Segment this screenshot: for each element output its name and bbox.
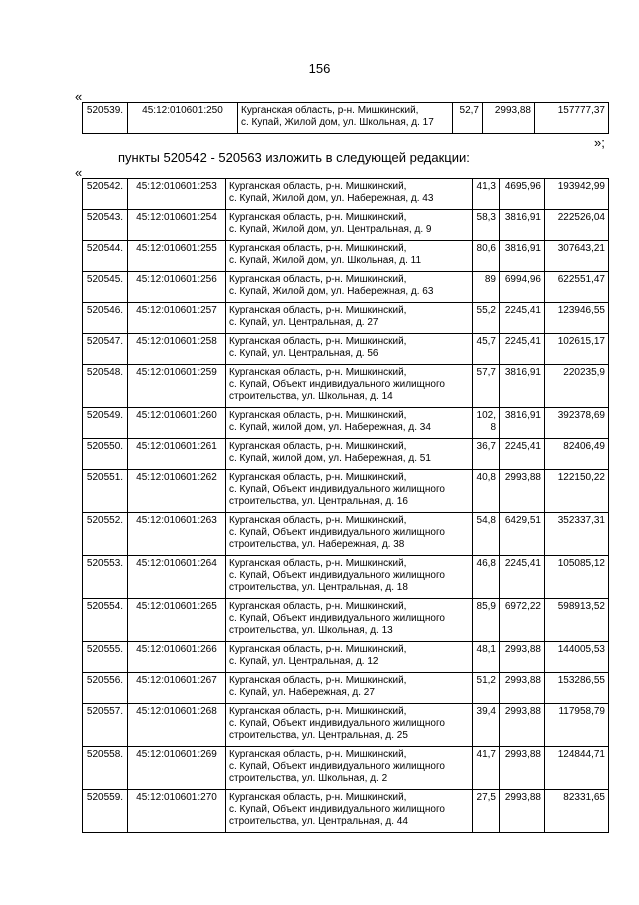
address-line: с. Купай, ул. Набережная, д. 27 — [229, 687, 375, 698]
table-row — [83, 179, 609, 210]
rate-cell: 2245,41 — [500, 334, 545, 365]
address-line: с. Купай, ул. Центральная, д. 27 — [229, 317, 379, 328]
address-cell — [226, 210, 473, 241]
value-cell: 117958,79 — [545, 704, 609, 747]
table-row — [83, 210, 609, 241]
instruction-text: пункты 520542 - 520563 изложить в следующей редакции: — [118, 150, 470, 165]
cadastral-number: 45:12:010601:258 — [128, 334, 226, 365]
cadastral-number: 45:12:010601:254 — [128, 210, 226, 241]
row-number: 520544. — [83, 241, 128, 272]
area-cell: 41,3 — [473, 179, 500, 210]
address-line: Курганская область, р-н. Мишкинский, — [229, 558, 407, 569]
rate-cell: 3816,91 — [500, 241, 545, 272]
cadastral-number: 45:12:010601:257 — [128, 303, 226, 334]
address-line: строительства, ул. Набережная, д. 38 — [229, 539, 405, 550]
address-cell — [226, 439, 473, 470]
area-cell: 51,2 — [473, 673, 500, 704]
address-line: Курганская область, р-н. Мишкинский, — [229, 706, 407, 717]
address-line: строительства, ул. Центральная, д. 44 — [229, 816, 408, 827]
address-cell — [226, 642, 473, 673]
rate-cell: 3816,91 — [500, 210, 545, 241]
cadastral-number: 45:12:010601:265 — [128, 599, 226, 642]
address-line: с. Купай, Жилой дом, ул. Центральная, д. 9 — [229, 224, 432, 235]
rate-cell: 2993,88 — [500, 747, 545, 790]
address-line: Курганская область, р-н. Мишкинский, — [229, 274, 407, 285]
row-number: 520539. — [83, 103, 128, 134]
address-cell — [226, 303, 473, 334]
area-cell: 36,7 — [473, 439, 500, 470]
cadastral-number: 45:12:010601:253 — [128, 179, 226, 210]
value-cell: 122150,22 — [545, 470, 609, 513]
main-table-body — [83, 179, 609, 833]
address-line: Курганская область, р-н. Мишкинский, — [229, 472, 407, 483]
cadastral-number: 45:12:010601:269 — [128, 747, 226, 790]
row-number: 520557. — [83, 704, 128, 747]
address-line: Курганская область, р-н. Мишкинский, — [229, 675, 407, 686]
rate-cell: 2245,41 — [500, 439, 545, 470]
address-line: с. Купай, Объект индивидуального жилищного — [229, 804, 445, 815]
area-cell: 40,8 — [473, 470, 500, 513]
top-table — [82, 102, 609, 134]
rate-cell: 2993,88 — [500, 470, 545, 513]
address-line: строительства, ул. Центральная, д. 25 — [229, 730, 408, 741]
row-number: 520553. — [83, 556, 128, 599]
address-line: Курганская область, р-н. Мишкинский, — [229, 792, 407, 803]
cadastral-number: 45:12:010601:266 — [128, 642, 226, 673]
address-line: Курганская область, р-н. Мишкинский, — [241, 105, 419, 116]
address-line: с. Купай, Объект индивидуального жилищного — [229, 484, 445, 495]
table-row — [83, 470, 609, 513]
address-line: строительства, ул. Школьная, д. 13 — [229, 625, 393, 636]
close-quote: »; — [594, 135, 605, 150]
area-cell: 39,4 — [473, 704, 500, 747]
address-line: с. Купай, Объект индивидуального жилищного — [229, 761, 445, 772]
address-cell — [226, 408, 473, 439]
address-line: Курганская область, р-н. Мишкинский, — [229, 644, 407, 655]
address-line: Курганская область, р-н. Мишкинский, — [229, 243, 407, 254]
area-cell: 58,3 — [473, 210, 500, 241]
address-line: строительства, ул. Центральная, д. 18 — [229, 582, 408, 593]
cadastral-number: 45:12:010601:261 — [128, 439, 226, 470]
address-line: строительства, ул. Школьная, д. 14 — [229, 391, 393, 402]
address-line: с. Купай, Объект индивидуального жилищного — [229, 527, 445, 538]
value-cell: 220235,9 — [545, 365, 609, 408]
value-cell: 392378,69 — [545, 408, 609, 439]
address-line: Курганская область, р-н. Мишкинский, — [229, 515, 407, 526]
area-cell: 102,8 — [473, 408, 500, 439]
cadastral-number: 45:12:010601:259 — [128, 365, 226, 408]
table-row — [83, 642, 609, 673]
table-row — [83, 790, 609, 833]
address-line: с. Купай, Объект индивидуального жилищного — [229, 613, 445, 624]
address-cell — [226, 241, 473, 272]
address-line: с. Купай, жилой дом, ул. Набережная, д. 34 — [229, 422, 431, 433]
value-cell: 82331,65 — [545, 790, 609, 833]
row-number: 520550. — [83, 439, 128, 470]
area-cell: 89 — [473, 272, 500, 303]
address-line: с. Купай, Жилой дом, ул. Набережная, д. 43 — [229, 193, 434, 204]
address-line: Курганская область, р-н. Мишкинский, — [229, 367, 407, 378]
rate-cell: 3816,91 — [500, 408, 545, 439]
cadastral-number: 45:12:010601:255 — [128, 241, 226, 272]
rate-cell: 6972,22 — [500, 599, 545, 642]
cadastral-number: 45:12:010601:260 — [128, 408, 226, 439]
row-number: 520547. — [83, 334, 128, 365]
address-cell — [226, 513, 473, 556]
address-line: строительства, ул. Центральная, д. 16 — [229, 496, 408, 507]
row-number: 520546. — [83, 303, 128, 334]
rate-cell: 2993,88 — [500, 673, 545, 704]
rate-cell: 2993,88 — [500, 642, 545, 673]
address-line: с. Купай, Жилой дом, ул. Школьная, д. 11 — [229, 255, 422, 266]
address-line: Курганская область, р-н. Мишкинский, — [229, 601, 407, 612]
address-cell — [238, 103, 453, 134]
row-number: 520542. — [83, 179, 128, 210]
table-row — [83, 365, 609, 408]
area-cell: 52,7 — [453, 103, 483, 134]
address-line: с. Купай, Жилой дом, ул. Школьная, д. 17 — [241, 117, 434, 128]
value-cell: 144005,53 — [545, 642, 609, 673]
cadastral-number: 45:12:010601:264 — [128, 556, 226, 599]
value-cell: 307643,21 — [545, 241, 609, 272]
table-row — [83, 272, 609, 303]
value-cell: 82406,49 — [545, 439, 609, 470]
row-number: 520551. — [83, 470, 128, 513]
value-cell: 193942,99 — [545, 179, 609, 210]
rate-cell: 2993,88 — [500, 704, 545, 747]
address-cell — [226, 673, 473, 704]
address-line: Курганская область, р-н. Мишкинский, — [229, 181, 407, 192]
address-line: с. Купай, Объект индивидуального жилищного — [229, 718, 445, 729]
table-row — [83, 334, 609, 365]
address-line: Курганская область, р-н. Мишкинский, — [229, 749, 407, 760]
value-cell: 157777,37 — [535, 103, 609, 134]
cadastral-number: 45:12:010601:250 — [128, 103, 238, 134]
row-number: 520549. — [83, 408, 128, 439]
value-cell: 105085,12 — [545, 556, 609, 599]
address-cell — [226, 599, 473, 642]
area-cell: 48,1 — [473, 642, 500, 673]
address-line: с. Купай, Жилой дом, ул. Набережная, д. 63 — [229, 286, 434, 297]
cadastral-number: 45:12:010601:267 — [128, 673, 226, 704]
rate-cell: 2245,41 — [500, 556, 545, 599]
row-number: 520554. — [83, 599, 128, 642]
cadastral-number: 45:12:010601:268 — [128, 704, 226, 747]
row-number: 520555. — [83, 642, 128, 673]
area-cell: 57,7 — [473, 365, 500, 408]
address-cell — [226, 365, 473, 408]
address-cell — [226, 790, 473, 833]
address-line: с. Купай, Объект индивидуального жилищного — [229, 570, 445, 581]
row-number: 520559. — [83, 790, 128, 833]
address-cell — [226, 272, 473, 303]
value-cell: 352337,31 — [545, 513, 609, 556]
value-cell: 153286,55 — [545, 673, 609, 704]
cadastral-number: 45:12:010601:270 — [128, 790, 226, 833]
address-cell — [226, 334, 473, 365]
table-row — [83, 103, 609, 134]
rate-cell: 2993,88 — [483, 103, 535, 134]
cadastral-number: 45:12:010601:262 — [128, 470, 226, 513]
rate-cell: 6429,51 — [500, 513, 545, 556]
table-row — [83, 303, 609, 334]
row-number: 520545. — [83, 272, 128, 303]
table-row — [83, 513, 609, 556]
open-quote-main: « — [75, 165, 83, 180]
open-quote-top: « — [75, 89, 83, 104]
row-number: 520552. — [83, 513, 128, 556]
value-cell: 124844,71 — [545, 747, 609, 790]
row-number: 520556. — [83, 673, 128, 704]
area-cell: 27,5 — [473, 790, 500, 833]
table-row — [83, 556, 609, 599]
area-cell: 80,6 — [473, 241, 500, 272]
address-cell — [226, 747, 473, 790]
address-line: строительства, ул. Школьная, д. 2 — [229, 773, 388, 784]
row-number: 520558. — [83, 747, 128, 790]
address-cell — [226, 470, 473, 513]
row-number: 520548. — [83, 365, 128, 408]
table-row — [83, 599, 609, 642]
address-line: Курганская область, р-н. Мишкинский, — [229, 336, 407, 347]
area-cell: 45,7 — [473, 334, 500, 365]
table-row — [83, 408, 609, 439]
table-row — [83, 439, 609, 470]
table-row — [83, 704, 609, 747]
address-line: Курганская область, р-н. Мишкинский, — [229, 441, 407, 452]
value-cell: 598913,52 — [545, 599, 609, 642]
value-cell: 222526,04 — [545, 210, 609, 241]
value-cell: 102615,17 — [545, 334, 609, 365]
address-cell — [226, 704, 473, 747]
area-cell: 55,2 — [473, 303, 500, 334]
value-cell: 123946,55 — [545, 303, 609, 334]
address-line: Курганская область, р-н. Мишкинский, — [229, 212, 407, 223]
table-row — [83, 747, 609, 790]
table-row — [83, 673, 609, 704]
area-cell: 46,8 — [473, 556, 500, 599]
address-line: с. Купай, ул. Центральная, д. 12 — [229, 656, 379, 667]
cadastral-number: 45:12:010601:256 — [128, 272, 226, 303]
main-table — [82, 178, 609, 833]
rate-cell: 2993,88 — [500, 790, 545, 833]
rate-cell: 3816,91 — [500, 365, 545, 408]
cadastral-number: 45:12:010601:263 — [128, 513, 226, 556]
table-row — [83, 241, 609, 272]
row-number: 520543. — [83, 210, 128, 241]
rate-cell: 4695,96 — [500, 179, 545, 210]
address-line: с. Купай, ул. Центральная, д. 56 — [229, 348, 379, 359]
value-cell: 622551,47 — [545, 272, 609, 303]
address-line: с. Купай, Объект индивидуального жилищного — [229, 379, 445, 390]
area-cell: 85,9 — [473, 599, 500, 642]
rate-cell: 6994,96 — [500, 272, 545, 303]
page-number: 156 — [308, 61, 331, 76]
area-cell: 54,8 — [473, 513, 500, 556]
address-line: с. Купай, жилой дом, ул. Набережная, д. 51 — [229, 453, 431, 464]
address-line: Курганская область, р-н. Мишкинский, — [229, 410, 407, 421]
rate-cell: 2245,41 — [500, 303, 545, 334]
address-line: Курганская область, р-н. Мишкинский, — [229, 305, 407, 316]
area-cell: 41,7 — [473, 747, 500, 790]
address-cell — [226, 556, 473, 599]
address-cell — [226, 179, 473, 210]
